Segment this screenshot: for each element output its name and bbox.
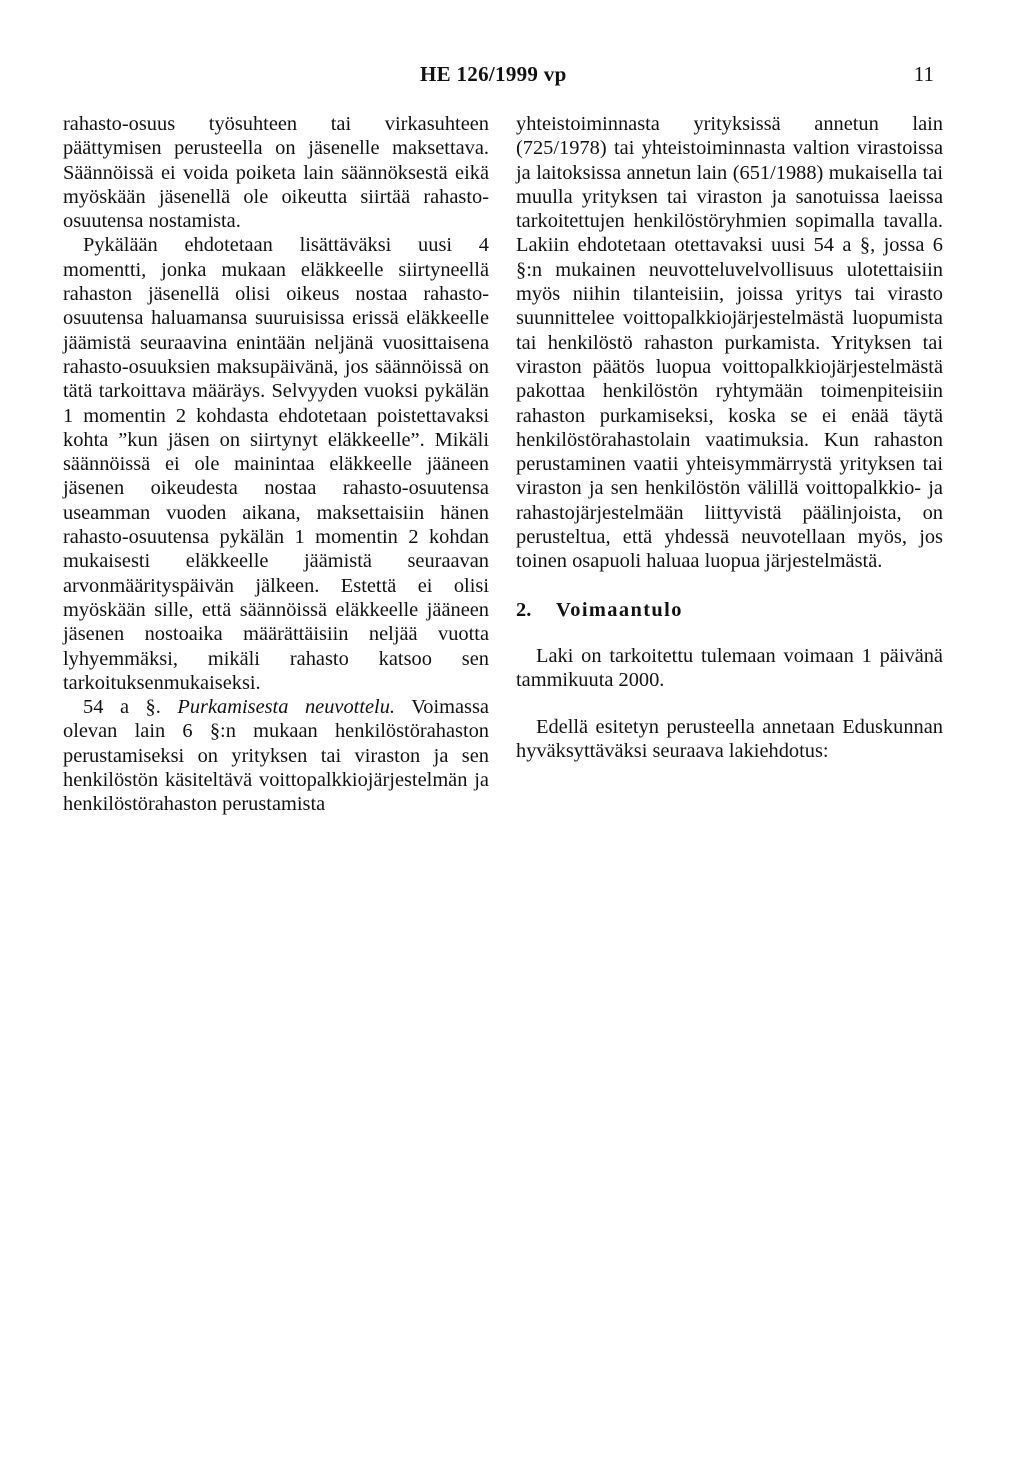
paragraph-text: Voimassa olevan lain 6 §:n mukaan henkilöstörahaston perustamiseksi on yrityksen tai viraston ja sen henkilöstön käsiteltävä voittopalkkiojärjestelmän ja henkilöstörahaston perustamista	[63, 696, 489, 816]
paragraph: Edellä esitetyn perusteella annetaan Eduskunnan hyväksyttäväksi seuraava lakiehdotus:	[516, 715, 943, 762]
section-title: Purkamisesta neuvottelu.	[177, 696, 395, 719]
page-header	[0, 62, 1024, 92]
paragraph: rahasto-osuus työsuhteen tai virkasuhteen päättymisen perusteella on jäsenelle maksettava. Säännöissä ei voida poiketa lain säännöksestä eikä myöskään jäsenellä ole oikeutta siirtää rahasto-osuutensa nostamista.	[63, 113, 489, 233]
paragraph: yhteistoiminnasta yrityksissä annetun lain (725/1978) tai yhteistoiminnasta valtion virastoissa ja laitoksissa annetun lain (651/1988) mukaisella tai muulla yrityksen tai viraston ja sanotuissa laeissa tarkoitettujen henkilöstöryhmien sopimalla tavalla. Lakiin ehdotetaan otettavaksi uusi 54 a §, jossa 6 §:n mukainen neuvotteluvelvollisuus ulotettaisiin myös niihin tilanteisiin, joissa yritys tai virasto suunnittelee voittopalkkiojärjestelmästä luopumista tai henkilöstö rahaston purkamista. Yrityksen tai viraston päätös luopua voittopalkkiojärjestelmästä pakottaa henkilöstön ryhtymään toimenpiteisiin rahaston purkamiseksi, koska se ei enää täytä henkilöstörahastolain vaatimuksia. Kun rahaston perustaminen vaatii yhteisymmärrystä yrityksen tai viraston ja sen henkilöstön välillä voittopalkkio- ja rahastojärjestelmään liittyvistä päälinjoista, on perusteltua, että yhdessä neuvotellaan myös, jos toinen osapuoli haluaa luopua järjestelmästä.	[516, 113, 943, 573]
paragraph-54a	[63, 695, 489, 816]
section-number: 2.	[516, 598, 532, 621]
page-number: 11	[913, 62, 934, 86]
section-label: 54 a §.	[83, 696, 161, 719]
left-column	[63, 112, 489, 817]
section-heading	[516, 598, 943, 622]
paragraph: Pykälään ehdotetaan lisättäväksi uusi 4 momentti, jonka mukaan eläkkeelle siirtyneellä rahaston jäsenellä olisi oikeus nostaa rahasto-osuutensa haluamansa suuruisissa erissä eläkkeelle jäämistä seuraavina enintään neljänä vuosittaisena rahasto-osuuksien maksupäivänä, jos säännöissä on tätä tarkoittava määräys. Selvyyden vuoksi pykälän 1 momentin 2 kohdasta ehdotetaan poistettavaksi kohta ”kun jäsen on siirtynyt eläkkeelle”. Mikäli säännöissä ei ole mainintaa eläkkeelle jääneen jäsenen oikeudesta nostaa rahasto-osuutensa useamman vuoden aikana, maksettaisiin hänen rahasto-osuutensa pykälän 1 momentin 2 kohdan mukaisesti eläkkeelle jäämistä seuraavan arvonmäärityspäivän jälkeen. Estettä ei olisi myöskään sille, että säännöissä eläkkeelle jääneen jäsenen nostoaika määrättäisiin neljää vuotta lyhyemmäksi, mikäli rahasto katsoo sen tarkoituksenmukaiseksi.	[63, 234, 489, 694]
paragraph: Laki on tarkoitettu tulemaan voimaan 1 päivänä tammikuuta 2000.	[516, 644, 943, 692]
document-id: HE 126/1999 vp	[420, 62, 567, 86]
section-heading-title: Voimaantulo	[556, 598, 683, 621]
right-column	[516, 112, 943, 763]
